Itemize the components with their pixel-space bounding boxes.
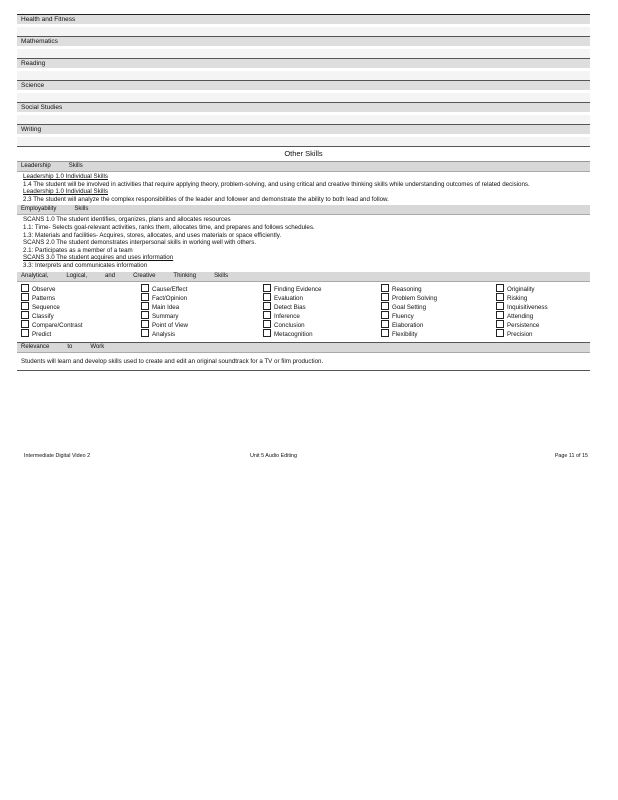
subject-row [17, 124, 590, 146]
subject-label: Science [21, 82, 45, 89]
thinking-skill-item[interactable] [21, 320, 141, 329]
thinking-skill-label: Attending [507, 313, 534, 321]
thinking-skill-label: Analysis [152, 331, 176, 339]
thinking-skill-label: Main Idea [152, 303, 180, 311]
thinking-skill-label: Evaluation [274, 294, 303, 302]
thinking-skill-item[interactable] [21, 311, 141, 320]
standard-text: SCANS 1.0 The student identifies, organizes, plans and allocates resources [23, 216, 231, 224]
checkbox[interactable] [263, 293, 271, 301]
subject-label: Health and Fitness [21, 16, 76, 23]
checkbox[interactable] [381, 320, 389, 328]
header-word: Creative [133, 272, 156, 279]
thinking-skill-item[interactable] [141, 293, 263, 302]
header-word: Thinking [173, 272, 197, 279]
checkbox[interactable] [21, 293, 29, 301]
subject-label: Mathematics [21, 38, 58, 45]
curriculum-page [17, 14, 590, 371]
thinking-skill-label: Predict [32, 331, 52, 339]
thinking-skill-item[interactable] [263, 329, 381, 338]
header-word: Employability [21, 206, 57, 213]
thinking-skill-item[interactable] [263, 284, 381, 293]
employability-body [17, 215, 590, 271]
leadership-body [17, 172, 590, 205]
thinking-skill-label: Problem Solving [392, 294, 438, 302]
thinking-skill-item[interactable] [381, 311, 496, 320]
subject-content-area [17, 27, 590, 36]
checkbox[interactable] [496, 302, 504, 310]
subject-label: Writing [21, 126, 42, 133]
thinking-skill-label: Precision [507, 331, 533, 339]
checkbox[interactable] [141, 284, 149, 292]
header-word: to [67, 343, 73, 350]
checkbox[interactable] [381, 284, 389, 292]
thinking-skill-item[interactable] [263, 311, 381, 320]
checkbox[interactable] [263, 302, 271, 310]
subject-row [17, 80, 590, 102]
thinking-skill-label: Finding Evidence [274, 285, 322, 293]
thinking-skill-item[interactable] [496, 284, 594, 293]
thinking-skill-label: Cause/Effect [152, 285, 188, 293]
header-word: Work [90, 343, 105, 350]
checkbox[interactable] [21, 284, 29, 292]
thinking-skills-header [17, 272, 590, 282]
thinking-skill-label: Conclusion [274, 322, 305, 330]
thinking-skill-label: Goal Setting [392, 303, 427, 311]
employability-header [17, 205, 590, 215]
header-word: Skills [74, 206, 89, 213]
footer-unit: Unit 5 Audio Editing [250, 453, 298, 459]
subject-label-bar [17, 15, 590, 24]
checkbox[interactable] [381, 302, 389, 310]
thinking-skill-label: Inquisitiveness [507, 303, 548, 311]
thinking-skill-item[interactable] [381, 284, 496, 293]
checkbox[interactable] [21, 329, 29, 337]
header-word: Skills [214, 272, 229, 279]
checkbox[interactable] [141, 311, 149, 319]
thinking-skill-item[interactable] [496, 320, 594, 329]
checkbox[interactable] [21, 320, 29, 328]
footer-page-number: Page 11 of 15 [554, 453, 588, 459]
standard-heading: Leadership 1.0 Individual Skills [23, 188, 108, 196]
standard-text: 1.1: Time- Selects goal-relevant activities, ranks them, allocates time, and prepares and follows schedules. [23, 223, 315, 231]
thinking-skill-item[interactable] [21, 329, 141, 338]
thinking-skill-label: Elaboration [392, 322, 424, 330]
subject-row [17, 14, 590, 36]
thinking-skill-item[interactable] [21, 293, 141, 302]
thinking-skill-label: Persistence [507, 322, 540, 330]
header-word: Logical, [66, 272, 88, 279]
thinking-skills-grid [17, 282, 590, 342]
subject-content-area [17, 137, 590, 146]
checkbox[interactable] [21, 311, 29, 319]
thinking-skill-label: Observe [32, 285, 56, 293]
subject-label: Reading [21, 60, 46, 67]
subject-label: Social Studies [21, 104, 63, 111]
checkbox[interactable] [496, 284, 504, 292]
thinking-skill-label: Originality [507, 285, 535, 293]
relevance-text: Students will learn and develop skills used to create and edit an original soundtrack for a TV or film production. [17, 353, 590, 371]
subject-label-bar [17, 125, 590, 134]
checkbox[interactable] [381, 293, 389, 301]
thinking-skill-item[interactable] [381, 320, 496, 329]
thinking-skill-item[interactable] [21, 302, 141, 311]
thinking-skill-label: Fact/Opinion [152, 294, 188, 302]
thinking-skills-column [21, 284, 141, 339]
checkbox[interactable] [263, 329, 271, 337]
thinking-skill-item[interactable] [21, 284, 141, 293]
standard-text: SCANS 2.0 The student demonstrates interpersonal skills in working well with others. [23, 239, 257, 247]
subject-row [17, 36, 590, 58]
checkbox[interactable] [381, 329, 389, 337]
subject-content-area [17, 93, 590, 102]
subject-row [17, 102, 590, 124]
thinking-skill-label: Risking [507, 294, 528, 302]
standard-text: 3.3: Interprets and communicates information [23, 261, 148, 269]
header-word: Analytical, [21, 272, 49, 279]
other-skills-title: Other Skills [17, 146, 590, 162]
thinking-skill-item[interactable] [496, 302, 594, 311]
subject-row [17, 58, 590, 80]
checkbox[interactable] [141, 302, 149, 310]
checkbox[interactable] [381, 311, 389, 319]
subject-content-area [17, 71, 590, 80]
thinking-skill-item[interactable] [381, 329, 496, 338]
leadership-header [17, 162, 590, 172]
checkbox[interactable] [496, 293, 504, 301]
standard-text: 2.3 The student will analyze the complex responsibilities of the leader and follower and demonstrate the ability to both lead and follow. [23, 195, 389, 203]
checkbox[interactable] [496, 311, 504, 319]
thinking-skill-item[interactable] [263, 302, 381, 311]
thinking-skill-item[interactable] [141, 311, 263, 320]
thinking-skill-label: Flexibility [392, 331, 418, 339]
thinking-skill-label: Fluency [392, 313, 414, 321]
thinking-skill-label: Sequence [32, 303, 60, 311]
subject-content-area [17, 115, 590, 124]
header-word: Relevance [21, 343, 50, 350]
header-word: Leadership [21, 163, 51, 169]
thinking-skill-label: Point of View [152, 322, 189, 330]
standard-text: 2.1: Participates as a member of a team [23, 246, 133, 254]
checkbox[interactable] [141, 320, 149, 328]
thinking-skill-item[interactable] [141, 284, 263, 293]
checkbox[interactable] [21, 302, 29, 310]
checkbox[interactable] [141, 293, 149, 301]
thinking-skill-item[interactable] [141, 320, 263, 329]
thinking-skills-column [263, 284, 381, 339]
checkbox[interactable] [496, 320, 504, 328]
thinking-skills-column [141, 284, 263, 339]
standard-text: 1.3: Materials and facilities- Acquires, stores, allocates, and uses materials or space efficiently. [23, 231, 282, 239]
thinking-skill-label: Patterns [32, 294, 56, 302]
thinking-skill-label: Metacognition [274, 331, 313, 339]
checkbox[interactable] [496, 329, 504, 337]
standard-heading: Leadership 1.0 Individual Skills [23, 173, 108, 180]
thinking-skill-label: Summary [152, 313, 179, 321]
thinking-skill-item[interactable] [381, 293, 496, 302]
thinking-skill-item[interactable] [496, 311, 594, 320]
footer-course: Intermediate Digital Video 2 [24, 453, 91, 459]
checkbox[interactable] [263, 284, 271, 292]
thinking-skills-column [381, 284, 496, 339]
subject-list [17, 14, 590, 146]
thinking-skill-label: Reasoning [392, 285, 422, 293]
thinking-skill-item[interactable] [263, 320, 381, 329]
subject-label-bar [17, 59, 590, 68]
thinking-skill-label: Detect Bias [274, 303, 306, 311]
thinking-skill-item[interactable] [381, 302, 496, 311]
checkbox[interactable] [263, 311, 271, 319]
thinking-skill-label: Compare/Contrast [32, 322, 83, 330]
thinking-skill-item[interactable] [141, 329, 263, 338]
thinking-skills-column [496, 284, 594, 339]
header-word: and [105, 272, 116, 279]
subject-label-bar [17, 103, 590, 112]
relevance-header [17, 342, 590, 353]
standard-text: 1.4 The student will be involved in activities that require applying theory, problem-solving, and using critical and creative thinking skills while understanding outcomes of related decisions. [23, 180, 530, 188]
thinking-skill-label: Classify [32, 313, 54, 321]
thinking-skill-item[interactable] [141, 302, 263, 311]
subject-label-bar [17, 37, 590, 46]
thinking-skill-item[interactable] [496, 329, 594, 338]
thinking-skill-item[interactable] [263, 293, 381, 302]
checkbox[interactable] [141, 329, 149, 337]
thinking-skill-item[interactable] [496, 293, 594, 302]
header-word: Skills [68, 163, 83, 169]
standard-heading: SCANS 3.0 The student acquires and uses information [23, 254, 174, 262]
subject-content-area [17, 49, 590, 58]
checkbox[interactable] [263, 320, 271, 328]
thinking-skill-label: Inference [274, 313, 300, 321]
subject-label-bar [17, 81, 590, 90]
